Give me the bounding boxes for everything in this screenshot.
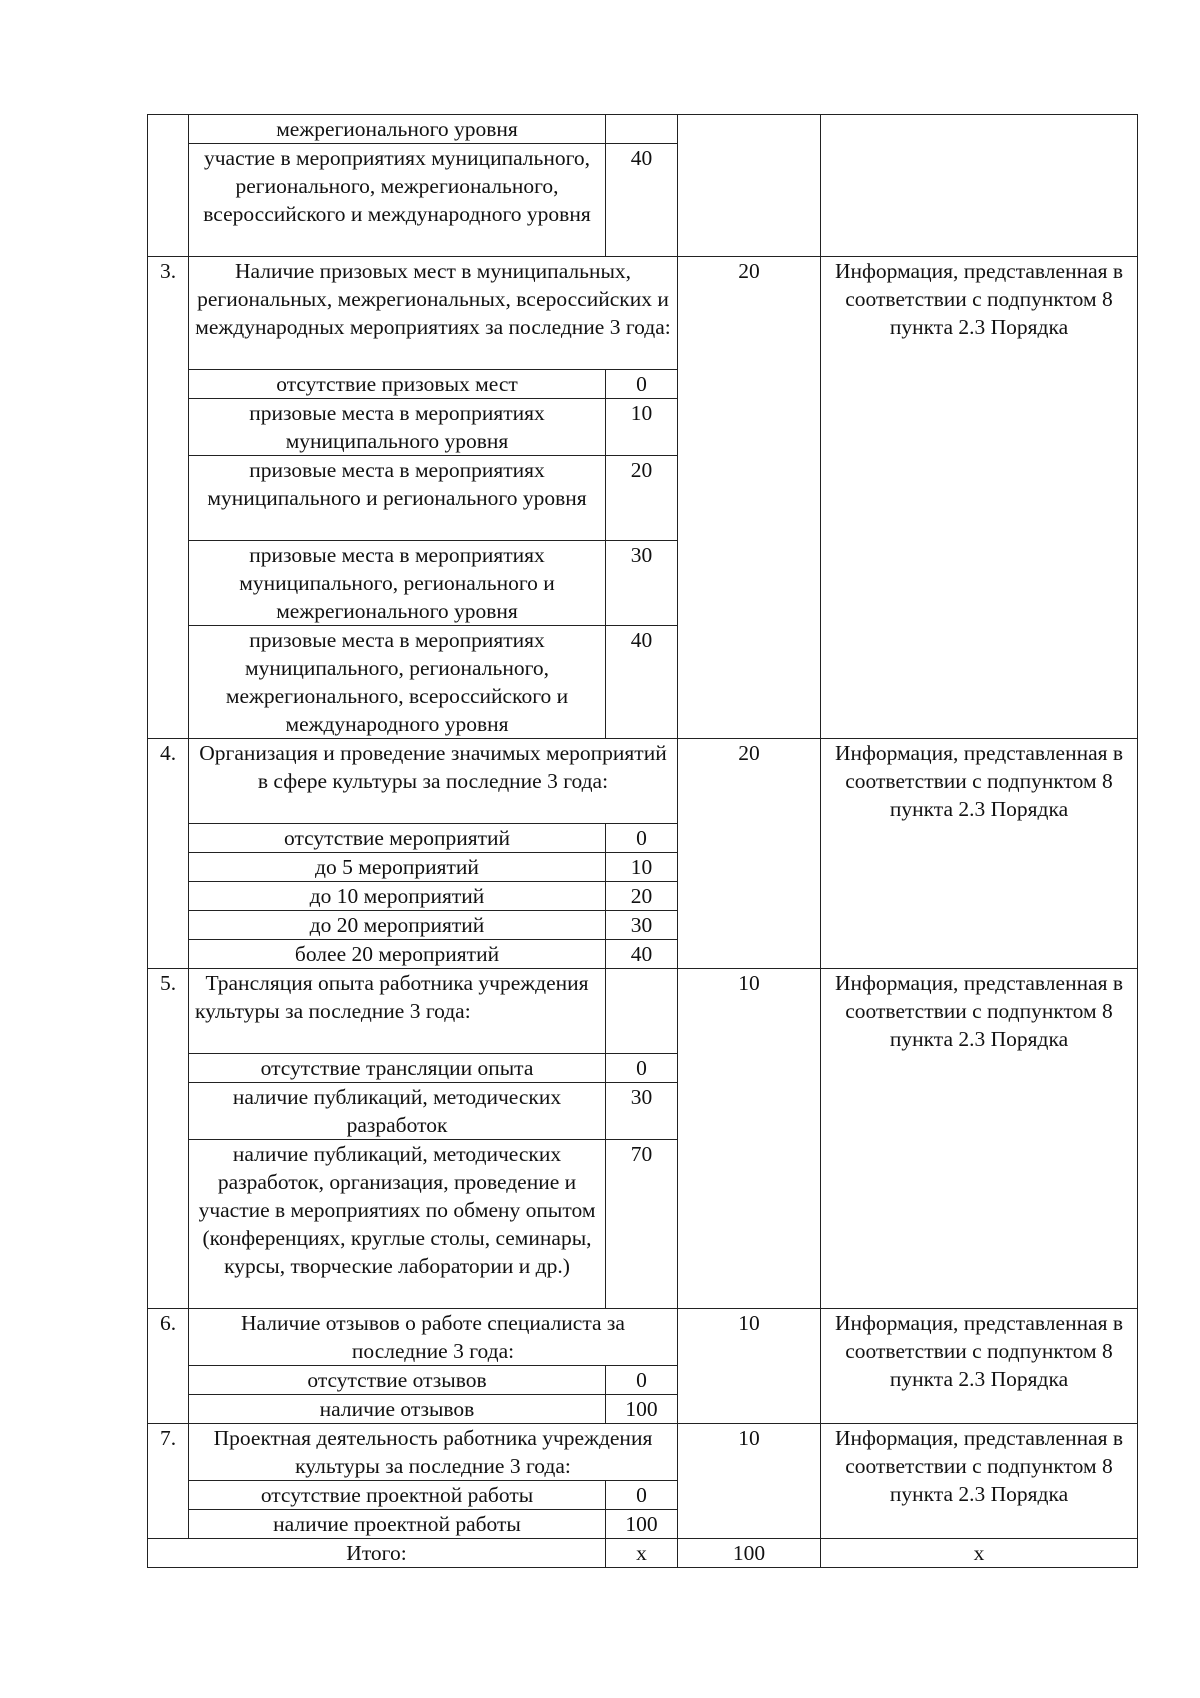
total-row [148, 1539, 1138, 1568]
section-number-cell [148, 115, 189, 257]
section-number: 7. [148, 1424, 189, 1539]
criterion-points: 0 [606, 1366, 678, 1395]
criterion-points: 0 [606, 370, 678, 399]
section-title-points-cell [606, 969, 678, 1054]
section-number: 5. [148, 969, 189, 1309]
table-row [148, 115, 1138, 144]
criterion-points: 30 [606, 1083, 678, 1140]
table-row [148, 969, 1138, 1054]
section-number: 4. [148, 739, 189, 969]
criterion-points: 20 [606, 456, 678, 541]
section-source: Информация, представленная в соответствии с подпунктом 8 пункта 2.3 Порядка [821, 969, 1138, 1309]
table-row [148, 1309, 1138, 1366]
table-row [148, 257, 1138, 370]
criterion-text: призовые места в мероприятиях муниципального, регионального, межрегионального, всероссийского и международного уровня [189, 626, 606, 739]
total-points: х [606, 1539, 678, 1568]
section-number: 6. [148, 1309, 189, 1424]
section-source: Информация, представленная в соответствии с подпунктом 8 пункта 2.3 Порядка [821, 1424, 1138, 1539]
criterion-text: участие в мероприятиях муниципального, регионального, межрегионального, всероссийского и международного уровня [189, 144, 606, 257]
section-weight [678, 115, 821, 257]
criterion-text: призовые места в мероприятиях муниципального уровня [189, 399, 606, 456]
criterion-text: отсутствие проектной работы [189, 1481, 606, 1510]
section-title: Трансляция опыта работника учреждения культуры за последние 3 года: [189, 969, 606, 1054]
criterion-text: отсутствие трансляции опыта [189, 1054, 606, 1083]
criterion-points: 100 [606, 1395, 678, 1424]
criterion-points: 40 [606, 940, 678, 969]
criterion-text: межрегионального уровня [189, 115, 606, 144]
criterion-text: отсутствие отзывов [189, 1366, 606, 1395]
total-source: х [821, 1539, 1138, 1568]
section-title: Наличие отзывов о работе специалиста за последние 3 года: [189, 1309, 678, 1366]
criterion-text: более 20 мероприятий [189, 940, 606, 969]
criterion-text: отсутствие призовых мест [189, 370, 606, 399]
table-row [148, 739, 1138, 824]
criterion-points: 40 [606, 626, 678, 739]
criterion-text: наличие проектной работы [189, 1510, 606, 1539]
criterion-points: 10 [606, 399, 678, 456]
section-weight: 20 [678, 257, 821, 739]
criterion-text: отсутствие мероприятий [189, 824, 606, 853]
criterion-points: 10 [606, 853, 678, 882]
table-row [148, 1424, 1138, 1481]
criterion-points: 100 [606, 1510, 678, 1539]
criterion-points: 30 [606, 911, 678, 940]
section-weight: 10 [678, 1424, 821, 1539]
criterion-text: до 5 мероприятий [189, 853, 606, 882]
criterion-points: 0 [606, 1481, 678, 1510]
criterion-text: призовые места в мероприятиях муниципального, регионального и межрегионального уровня [189, 541, 606, 626]
section-weight: 20 [678, 739, 821, 969]
criterion-points: 30 [606, 541, 678, 626]
section-source [821, 115, 1138, 257]
criterion-points: 0 [606, 1054, 678, 1083]
section-weight: 10 [678, 969, 821, 1309]
section-title: Организация и проведение значимых мероприятий в сфере культуры за последние 3 года: [189, 739, 678, 824]
section-source: Информация, представленная в соответствии с подпунктом 8 пункта 2.3 Порядка [821, 739, 1138, 969]
criterion-points: 20 [606, 882, 678, 911]
criterion-text: до 20 мероприятий [189, 911, 606, 940]
criterion-points: 40 [606, 144, 678, 257]
section-source: Информация, представленная в соответствии с подпунктом 8 пункта 2.3 Порядка [821, 257, 1138, 739]
criteria-table [147, 114, 1138, 1568]
criterion-text: наличие публикаций, методических разработок, организация, проведение и участие в мероприятиях по обмену опытом (конференциях, круглые столы, семинары, курсы, творческие лаборатории и др.) [189, 1140, 606, 1309]
criterion-points [606, 115, 678, 144]
section-title: Наличие призовых мест в муниципальных, региональных, межрегиональных, всероссийских и международных мероприятиях за последние 3 года: [189, 257, 678, 370]
section-number: 3. [148, 257, 189, 739]
criterion-points: 70 [606, 1140, 678, 1309]
section-source: Информация, представленная в соответствии с подпунктом 8 пункта 2.3 Порядка [821, 1309, 1138, 1424]
criterion-text: наличие публикаций, методических разработок [189, 1083, 606, 1140]
total-label: Итого: [148, 1539, 606, 1568]
criterion-text: до 10 мероприятий [189, 882, 606, 911]
criterion-text: наличие отзывов [189, 1395, 606, 1424]
criterion-points: 0 [606, 824, 678, 853]
section-weight: 10 [678, 1309, 821, 1424]
section-title: Проектная деятельность работника учреждения культуры за последние 3 года: [189, 1424, 678, 1481]
criterion-text: призовые места в мероприятиях муниципального и регионального уровня [189, 456, 606, 541]
total-weight: 100 [678, 1539, 821, 1568]
